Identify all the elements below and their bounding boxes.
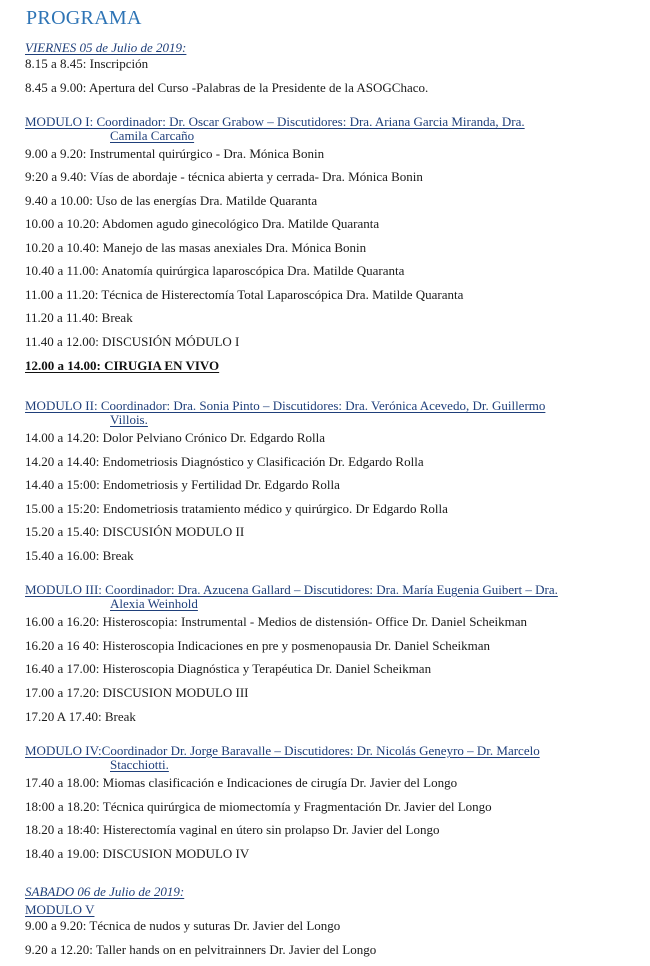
schedule-item: 17.00 a 17.20: DISCUSION MODULO III: [25, 685, 249, 700]
day2-date: SABADO 06 de Julio de 2019:: [25, 884, 185, 899]
schedule-item: 17.20 A 17.40: Break: [25, 709, 136, 724]
schedule-item: 15.40 a 16.00: Break: [25, 548, 134, 563]
schedule-item: 14.00 a 14.20: Dolor Pelviano Crónico Dr. Edgardo Rolla: [25, 430, 326, 445]
live-surgery-item: 12.00 a 14.00: CIRUGIA EN VIVO: [25, 358, 220, 373]
schedule-item: 18.40 a 19.00: DISCUSION MODULO IV: [25, 846, 250, 861]
schedule-item: 10.20 a 10.40: Manejo de las masas anexiales Dra. Mónica Bonin: [25, 240, 367, 255]
schedule-item: 8.45 a 9.00: Apertura del Curso -Palabras de la Presidente de la ASOGChaco.: [25, 80, 429, 95]
schedule-item: 17.40 a 18.00: Miomas clasificación e Indicaciones de cirugía Dr. Javier del Longo: [25, 775, 458, 790]
schedule-item: 9.40 a 10.00: Uso de las energías Dra. Matilde Quaranta: [25, 193, 318, 208]
schedule-item: 8.15 a 8.45: Inscripción: [25, 56, 149, 71]
schedule-item: 18:00 a 18.20: Técnica quirúrgica de miomectomía y Fragmentación Dr. Javier del Longo: [25, 799, 492, 814]
schedule-item: 16.20 a 16 40: Histeroscopia Indicaciones en pre y posmenopausia Dr. Daniel Scheikman: [25, 638, 490, 653]
schedule-item: 14.20 a 14.40: Endometriosis Diagnóstico y Clasificación Dr. Edgardo Rolla: [25, 454, 424, 469]
day1-date: VIERNES 05 de Julio de 2019:: [25, 40, 187, 55]
schedule-item: 15.20 a 15.40: DISCUSIÓN MODULO II: [25, 524, 245, 539]
module-3-header: MODULO III: Coordinador: Dra. Azucena Gallard – Discutidores: Dra. María Eugenia Guibert – Dra. Alexia Weinhold: [25, 582, 558, 611]
schedule-item: 14.40 a 15:00: Endometriosis y Fertilidad Dr. Edgardo Rolla: [25, 477, 340, 492]
schedule-item: 10.40 a 11.00: Anatomía quirúrgica laparoscópica Dra. Matilde Quaranta: [25, 263, 405, 278]
schedule-item: 11.00 a 11.20: Técnica de Histerectomía Total Laparoscópica Dra. Matilde Quaranta: [25, 287, 464, 302]
schedule-item: 11.40 a 12.00: DISCUSIÓN MÓDULO I: [25, 334, 240, 349]
schedule-item: 9.00 a 9.20: Instrumental quirúrgico - Dra. Mónica Bonin: [25, 146, 325, 161]
schedule-item: 10.00 a 10.20: Abdomen agudo ginecológico Dra. Matilde Quaranta: [25, 216, 380, 231]
schedule-item: 18.20 a 18:40: Histerectomía vaginal en útero sin prolapso Dr. Javier del Longo: [25, 822, 440, 837]
module-5-header: MODULO V: [25, 902, 95, 917]
schedule-item: 15.00 a 15:20: Endometriosis tratamiento médico y quirúrgico. Dr Edgardo Rolla: [25, 501, 448, 516]
module-1-header: MODULO I: Coordinador: Dr. Oscar Grabow – Discutidores: Dra. Ariana Garcia Miranda, Dra. Camila Carcaño: [25, 114, 525, 143]
schedule-item: 9:20 a 9.40: Vías de abordaje - técnica abierta y cerrada- Dra. Mónica Bonin: [25, 169, 423, 184]
schedule-item: 16.40 a 17.00: Histeroscopia Diagnóstica y Terapéutica Dr. Daniel Scheikman: [25, 661, 432, 676]
schedule-item: 9.20 a 12.20: Taller hands on en pelvitrainners Dr. Javier del Longo: [25, 942, 377, 957]
schedule-item: 11.20 a 11.40: Break: [25, 310, 133, 325]
module-2-header: MODULO II: Coordinador: Dra. Sonia Pinto – Discutidores: Dra. Verónica Acevedo, Dr. Guillermo Villois.: [25, 398, 546, 427]
module-4-header: MODULO IV:Coordinador Dr. Jorge Baravalle – Discutidores: Dr. Nicolás Geneyro – Dr. Marcelo Stacchiotti.: [25, 743, 540, 772]
schedule-item: 9.00 a 9.20: Técnica de nudos y suturas Dr. Javier del Longo: [25, 918, 341, 933]
schedule-item: 16.00 a 16.20: Histeroscopia: Instrumental - Medios de distensión- Office Dr. Daniel Scheikman: [25, 614, 527, 629]
page-title: PROGRAMA: [26, 7, 142, 29]
